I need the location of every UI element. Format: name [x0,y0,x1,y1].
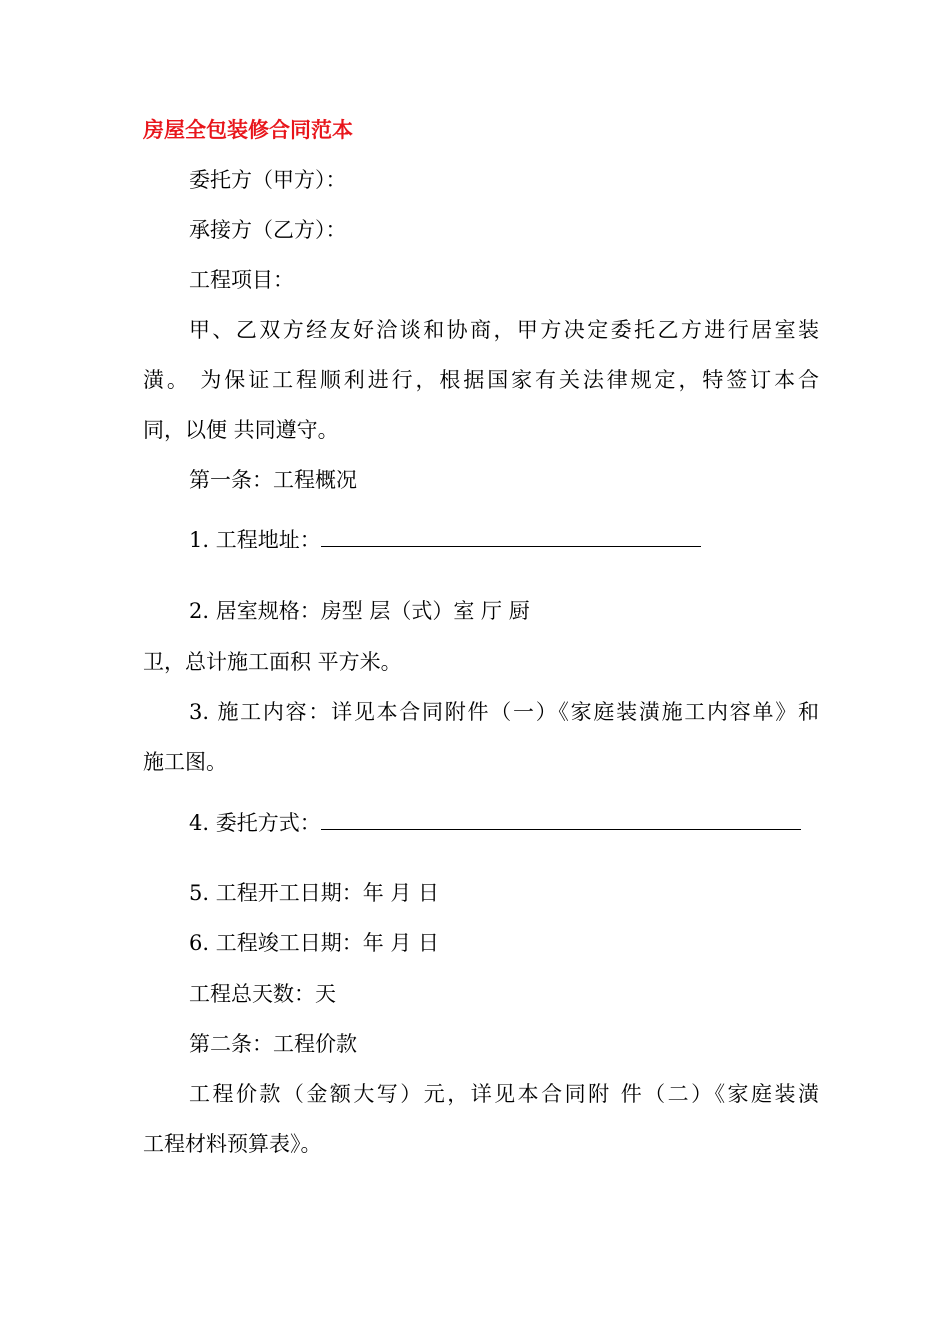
item-5-start-date: 5. 工程开工日期：年 月 日 [189,881,440,905]
total-days-line: 工程总天数：天 [189,982,336,1006]
intro-line-2: 潢。 为保证工程顺利进行，根据国家有关法律规定，特签订本合 [143,368,819,392]
item-3-content: 3. 施工内容：详见本合同附件（一）《家庭装潢施工内容单》和 [189,700,819,724]
item-4-method [189,809,801,837]
article-2-heading: 第二条：工程价款 [189,1032,357,1056]
item-2-area: 卫，总计施工面积 平方米。 [143,650,402,674]
intro-line-3: 同，以便 共同遵守。 [143,418,339,442]
item-4-label: 4. 委托方式： [189,811,321,835]
method-blank [321,811,801,830]
project-line: 工程项目： [189,268,294,292]
client-line: 委托方（甲方）： [189,168,347,192]
intro-line-1: 甲、乙双方经友好洽谈和协商，甲方决定委托乙方进行居室装 [189,318,819,342]
item-6-end-date: 6. 工程竣工日期：年 月 日 [189,931,440,955]
item-2-spec: 2. 居室规格：房型 层（式）室 厅 厨 [189,599,530,623]
item-1-label: 1. 工程地址： [189,528,321,552]
address-blank [321,528,701,547]
price-line-2: 工程材料预算表》。 [143,1132,322,1156]
item-3-drawing: 施工图。 [143,750,227,774]
price-line-1: 工程价款（金额大写）元，详见本合同附 件（二）《家庭装潢 [189,1082,819,1106]
item-1-address [189,526,701,554]
article-1-heading: 第一条：工程概况 [189,468,357,492]
contractor-line: 承接方（乙方）： [189,218,347,242]
document-title: 房屋全包装修合同范本 [143,118,353,142]
